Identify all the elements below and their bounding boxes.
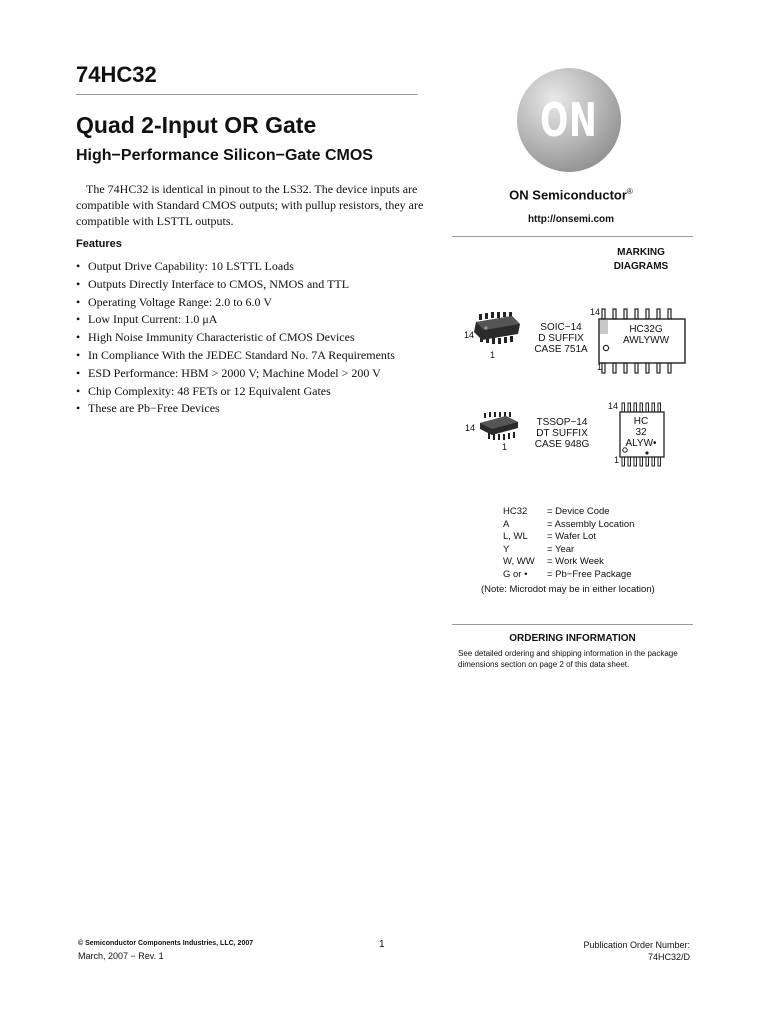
- tssop-pin-14-label: 14: [465, 423, 476, 433]
- legend-row: [503, 544, 634, 557]
- feature-item: • Chip Complexity: 48 FETs or 12 Equivalent Gates: [76, 383, 436, 401]
- tssop-label-line3: CASE 948G: [534, 439, 590, 450]
- intro-paragraph: The 74HC32 is identical in pinout to the LS32. The device inputs are compatible with Standard CMOS outputs; with pullup resistors, they are compatible with LSTTL outputs.: [76, 182, 424, 228]
- ordering-info-text: See detailed ordering and shipping information in the package dimensions section on page 2 of this data sheet.: [458, 649, 678, 669]
- soic-chip-pin-1: 1: [597, 362, 603, 372]
- logo-text: ON: [540, 93, 598, 147]
- legend-row: [503, 506, 634, 519]
- marking-heading-line2: DIAGRAMS: [613, 261, 669, 272]
- soic-label-line1: SOIC−14: [540, 322, 582, 333]
- soic-package-icon: [474, 312, 522, 346]
- page-title: Quad 2-Input OR Gate: [76, 112, 317, 138]
- legend-row: [503, 556, 634, 569]
- features-heading: Features: [76, 238, 122, 250]
- feature-item: • These are Pb−Free Devices: [76, 400, 436, 418]
- legend-desc: = Wafer Lot: [547, 531, 597, 543]
- soic-pin-14-label: 14: [464, 330, 475, 340]
- feature-item: • High Noise Immunity Characteristic of CMOS Devices: [76, 329, 436, 347]
- legend-desc: = Year: [547, 543, 575, 555]
- legend-row: [503, 569, 634, 582]
- feature-item: • Output Drive Capability: 10 LSTTL Loads: [76, 258, 436, 276]
- tssop-label-line1: TSSOP−14: [536, 417, 588, 428]
- feature-item: • ESD Performance: HBM > 2000 V; Machine Model > 200 V: [76, 365, 436, 383]
- legend-code: A: [503, 518, 510, 530]
- tssop-package-icon: [480, 412, 520, 440]
- soic-mark-line2: AWLYWW: [622, 335, 670, 346]
- right-divider-bottom: [452, 624, 693, 625]
- legend-row: [503, 531, 634, 544]
- on-semiconductor-logo: [517, 68, 621, 172]
- feature-item: • Operating Voltage Range: 2.0 to 6.0 V: [76, 294, 436, 312]
- right-divider-top: [452, 236, 693, 237]
- tssop-package-label: [526, 417, 598, 450]
- soic-label-line3: CASE 751A: [534, 344, 588, 355]
- tssop-chip-pin-14: 14: [608, 401, 619, 411]
- registered-mark: ®: [626, 187, 633, 196]
- microdot: •: [653, 438, 657, 449]
- legend-code: L, WL: [503, 531, 528, 543]
- footer-left: [78, 940, 253, 961]
- legend-code: G or •: [503, 568, 528, 580]
- legend-code: W, WW: [503, 556, 535, 568]
- tssop-mark-line3: ALYW: [625, 438, 654, 449]
- tssop-mark-line1: HC: [633, 416, 649, 427]
- publication-label: Publication Order Number:: [583, 940, 690, 950]
- soic-chip-pin-14: 14: [590, 307, 601, 317]
- legend-desc: = Assembly Location: [547, 518, 635, 530]
- feature-item: • Outputs Directly Interface to CMOS, NMOS and TTL: [76, 276, 436, 294]
- tssop-pin-1-label: 1: [502, 442, 508, 452]
- tssop-mark-line3-wrap: [621, 438, 661, 449]
- soic-mark-line1: HC32G: [629, 324, 663, 335]
- ordering-info-heading: ORDERING INFORMATION: [509, 633, 636, 644]
- legend-desc: = Pb−Free Package: [547, 568, 632, 580]
- page-subtitle: High−Performance Silicon−Gate CMOS: [76, 147, 373, 164]
- soic-label-line2: D SUFFIX: [538, 333, 584, 344]
- part-number: 74HC32: [76, 62, 157, 87]
- website-link[interactable]: http://onsemi.com: [527, 214, 615, 225]
- legend-desc: = Work Week: [547, 556, 604, 568]
- company-name-text: ON Semiconductor: [509, 187, 627, 203]
- header-divider: [76, 94, 418, 95]
- legend-code: Y: [503, 543, 510, 555]
- legend-row: [503, 519, 634, 532]
- legend-desc: = Device Code: [547, 506, 610, 517]
- tssop-mark-line2: 32: [635, 427, 647, 438]
- tssop-marking-text: [621, 416, 661, 449]
- tssop-chip-pin-1: 1: [614, 455, 620, 465]
- tssop-label-line2: DT SUFFIX: [536, 428, 588, 439]
- soic-marking-text: [606, 324, 686, 346]
- marking-diagrams-heading: [571, 246, 711, 274]
- date-revision: March, 2007 − Rev. 1: [78, 951, 164, 961]
- soic-pin-1-label: 1: [490, 350, 496, 360]
- features-list: [76, 258, 436, 418]
- footer-right: [583, 939, 690, 963]
- soic-package-label: [528, 322, 594, 355]
- legend-note: (Note: Microdot may be in either location): [481, 584, 655, 595]
- marking-legend: [503, 506, 634, 582]
- marking-heading-line1: MARKING: [617, 247, 665, 258]
- page-number: 1: [379, 939, 385, 950]
- feature-item: • In Compliance With the JEDEC Standard No. 7A Requirements: [76, 347, 436, 365]
- feature-item: • Low Input Current: 1.0 μA: [76, 311, 436, 329]
- publication-number: 74HC32/D: [647, 952, 690, 962]
- company-name: [452, 187, 690, 202]
- legend-code: HC32: [503, 506, 528, 517]
- copyright-text: © Semiconductor Components Industries, LLC, 2007: [78, 940, 254, 947]
